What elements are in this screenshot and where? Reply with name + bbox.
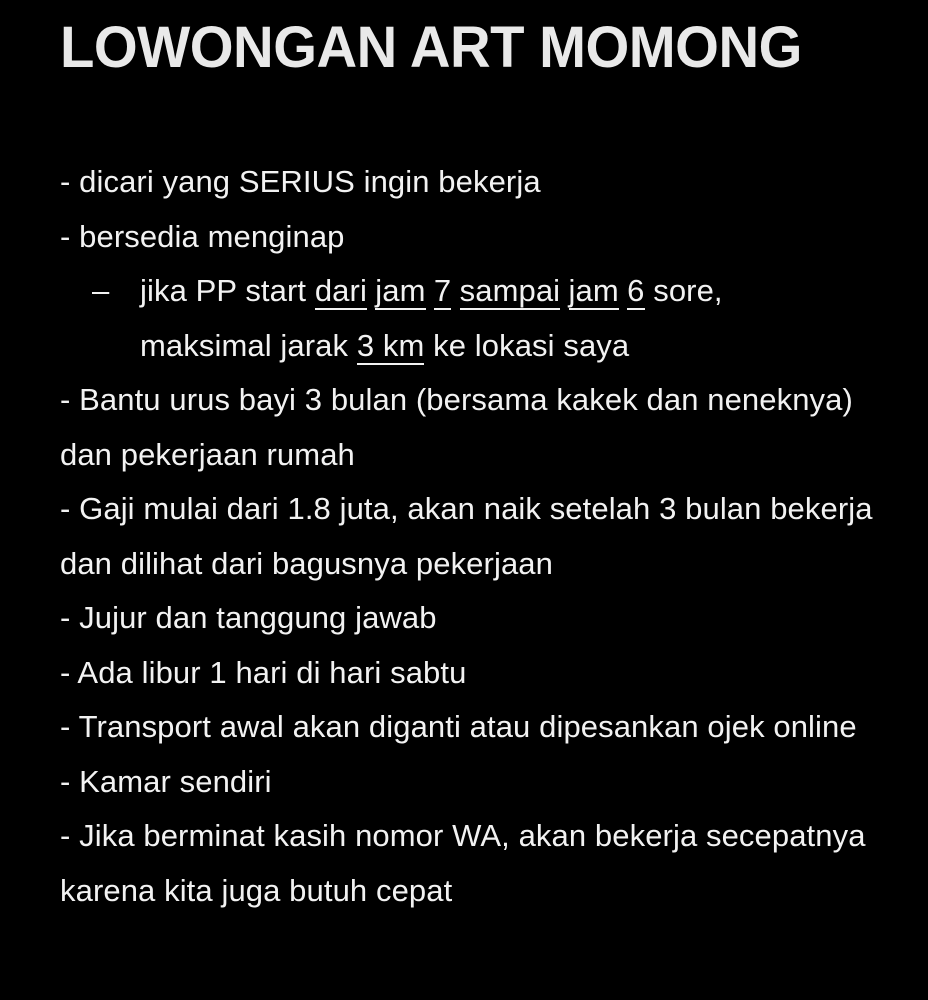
- underline-segment-jam-1: jam: [375, 273, 426, 308]
- page-title: LOWONGAN ART MOMONG: [60, 15, 802, 80]
- sub-bullet-dash: –: [92, 273, 110, 308]
- requirements-list: [60, 155, 890, 918]
- list-item-libur: - Ada libur 1 hari di hari sabtu: [60, 654, 467, 690]
- list-item-jujur: - Jujur dan tanggung jawab: [60, 600, 437, 635]
- list-item-gaji: - Gaji mulai dari 1.8 juta, akan naik setelah 3 bulan bekerja dan dilihat dari bagusnya pekerjaan: [60, 491, 873, 581]
- list-item-menginap: - bersedia menginap: [60, 218, 345, 254]
- underline-segment-6: 6: [627, 273, 645, 308]
- underline-segment-7: 7: [433, 273, 452, 308]
- jarak-prefix: maksimal jarak: [140, 327, 357, 363]
- list-item-jarak: [60, 319, 890, 374]
- jam-kerja-suffix: sore,: [644, 273, 723, 308]
- list-item-serius: - dicari yang SERIUS ingin bekerja: [60, 164, 541, 199]
- underline-segment-sampai: sampai: [459, 273, 561, 308]
- underline-segment-3km: 3 km: [356, 327, 425, 363]
- list-item-transport: - Transport awal akan diganti atau dipesankan ojek online: [60, 709, 857, 744]
- jam-kerja-prefix: jika PP start: [140, 273, 315, 308]
- jarak-suffix: ke lokasi saya: [424, 327, 630, 363]
- list-item-minat: - Jika berminat kasih nomor WA, akan bekerja secepatnya karena kita juga butuh cepat: [60, 818, 866, 908]
- list-item-kamar: - Kamar sendiri: [60, 763, 272, 799]
- list-item-jam-kerja: [60, 264, 890, 319]
- underline-segment-dari: dari: [314, 273, 367, 308]
- list-item-bantu-bayi: - Bantu urus bayi 3 bulan (bersama kakek dan neneknya) dan pekerjaan rumah: [60, 382, 853, 472]
- underline-segment-jam-2: jam: [568, 273, 619, 308]
